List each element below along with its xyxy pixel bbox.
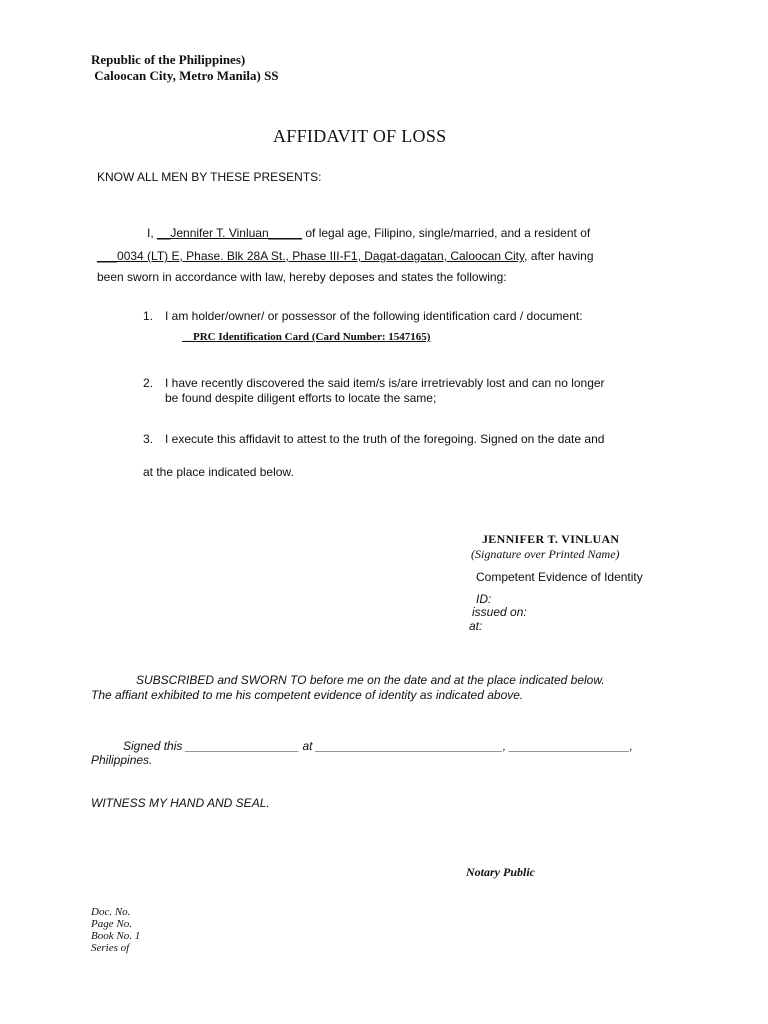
affiant-address: ___0034 (LT) E, Phase. Blk 28A St., Phase III-F1, Dagat-dagatan, Caloocan City bbox=[97, 249, 525, 263]
item-3-text-cont: at the place indicated below. bbox=[143, 465, 294, 479]
affiant-paragraph-line2 bbox=[97, 249, 594, 263]
notary-public-label: Notary Public bbox=[466, 865, 535, 879]
venue-republic: Republic of the Philippines) bbox=[91, 52, 246, 67]
affiant-prefix: I, bbox=[147, 226, 154, 240]
book-number-label: Book No. 1 bbox=[91, 930, 141, 942]
affiant-paragraph-line1 bbox=[147, 226, 590, 240]
affiant-printed-name: JENNIFER T. VINLUAN bbox=[482, 532, 620, 546]
issued-at-label: at: bbox=[469, 619, 483, 633]
jurat-line2: The affiant exhibited to me his competent evidence of identity as indicated above. bbox=[91, 688, 524, 702]
lost-document-name: __PRC Identification Card (Card Number: 1547165) bbox=[182, 331, 431, 343]
intro-line: KNOW ALL MEN BY THESE PRESENTS: bbox=[97, 170, 322, 184]
item-3-text: I execute this affidavit to attest to the truth of the foregoing. Signed on the date and bbox=[165, 432, 605, 446]
item-2-text-cont: be found despite diligent efforts to locate the same; bbox=[165, 391, 437, 405]
affiant-details: of legal age, Filipino, single/married, and a resident of bbox=[305, 226, 591, 240]
venue-city: Caloocan City, Metro Manila) SS bbox=[91, 68, 279, 83]
evidence-label: Competent Evidence of Identity bbox=[476, 570, 643, 584]
signature-caption: (Signature over Printed Name) bbox=[471, 547, 620, 561]
item-3-number: 3. bbox=[143, 432, 154, 446]
issued-on-label: issued on: bbox=[472, 605, 527, 619]
item-2-number: 2. bbox=[143, 376, 154, 390]
affiant-paragraph-line3: been sworn in accordance with law, hereby deposes and states the following: bbox=[97, 270, 507, 284]
item-2-text: I have recently discovered the said item/s is/are irretrievably lost and can no longer bbox=[165, 376, 605, 390]
id-label: ID: bbox=[476, 592, 492, 606]
item-1-text: I am holder/owner/ or possessor of the following identification card / document: bbox=[165, 309, 583, 323]
series-label: Series of bbox=[91, 942, 130, 954]
item-1-number: 1. bbox=[143, 309, 154, 323]
doc-number-label: Doc. No. bbox=[91, 906, 131, 918]
affiant-address-tail: , after having bbox=[524, 249, 594, 263]
page-number-label: Page No. bbox=[91, 918, 132, 930]
jurat-line1: SUBSCRIBED and SWORN TO before me on the date and at the place indicated below. bbox=[136, 673, 605, 687]
witness-line: WITNESS MY HAND AND SEAL. bbox=[91, 796, 270, 810]
document-title: AFFIDAVIT OF LOSS bbox=[273, 126, 447, 146]
affiant-name: __Jennifer T. Vinluan_____ bbox=[157, 226, 303, 240]
signed-this-line: Signed this _________________ at ____________________________, __________________, bbox=[123, 739, 633, 753]
signed-country: Philippines. bbox=[91, 753, 153, 767]
